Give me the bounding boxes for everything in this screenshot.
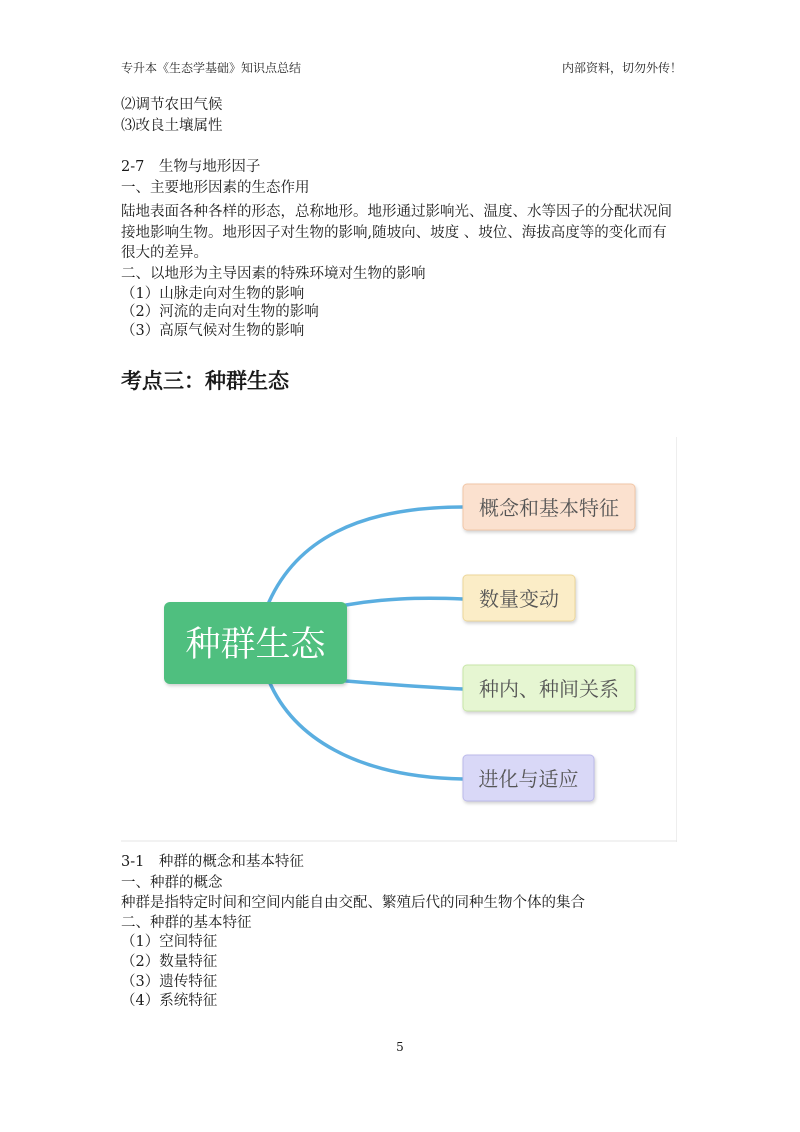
text-line: ⑵调节农田气候 — [121, 97, 223, 113]
mindmap-center-node — [164, 602, 347, 684]
text-line: ⑶改良土壤属性 — [121, 118, 223, 134]
mindmap-node-4 — [463, 755, 594, 801]
branch-line-1 — [269, 507, 463, 602]
mindmap-diagram — [121, 437, 677, 842]
header-right-note: 内部资料，切勿外传！ — [561, 61, 682, 75]
list-item: （2）河流的走向对生物的影响 — [121, 304, 319, 320]
subheading: 二、以地形为主导因素的特殊环境对生物的影响 — [121, 266, 426, 282]
mindmap-node-label: 种内、种间关系 — [479, 677, 619, 701]
section-title-3-1: 3-1 种群的概念和基本特征 — [121, 854, 304, 870]
list-item: （2）数量特征 — [121, 954, 218, 970]
page-number: 5 — [396, 1040, 404, 1054]
branch-line-4 — [269, 681, 463, 779]
mindmap-center-label: 种群生态 — [185, 625, 326, 665]
mindmap-node-1 — [463, 484, 635, 530]
definition-text: 种群是指特定时间和空间内能自由交配、繁殖后代的同种生物个体的集合 — [121, 895, 585, 911]
list-item: （1）空间特征 — [121, 934, 218, 950]
list-item: （3）遗传特征 — [121, 974, 218, 990]
subheading: 一、主要地形因素的生态作用 — [121, 180, 310, 196]
list-item: （3）高原气候对生物的影响 — [121, 323, 305, 339]
list-item: （4）系统特征 — [121, 993, 218, 1009]
section-heading-3: 考点三：种群生态 — [121, 369, 289, 393]
branch-line-3 — [346, 681, 463, 689]
header-left-title: 专升本《生态学基础》知识点总结 — [121, 61, 302, 75]
mindmap-node-label: 数量变动 — [479, 587, 559, 611]
mindmap-node-label: 概念和基本特征 — [479, 496, 619, 520]
mindmap-node-2 — [463, 575, 575, 621]
section-title-2-7: 2-7 生物与地形因子 — [121, 159, 261, 175]
branch-line-2 — [346, 598, 463, 605]
subheading: 二、种群的基本特征 — [121, 915, 252, 931]
mindmap-node-label: 进化与适应 — [478, 767, 579, 791]
list-item: （1）山脉走向对生物的影响 — [121, 286, 305, 302]
mindmap-node-3 — [463, 665, 635, 711]
paragraph: 陆地表面各种各样的形态，总称地形。地形通过影响光、温度、水等因子的分配状况间接地影响生物。地形因子对生物的影响,随坡向、坡度 、坡位、海拔高度等的变化而有很大的差异。 — [121, 204, 672, 261]
subheading: 一、种群的概念 — [121, 875, 223, 891]
